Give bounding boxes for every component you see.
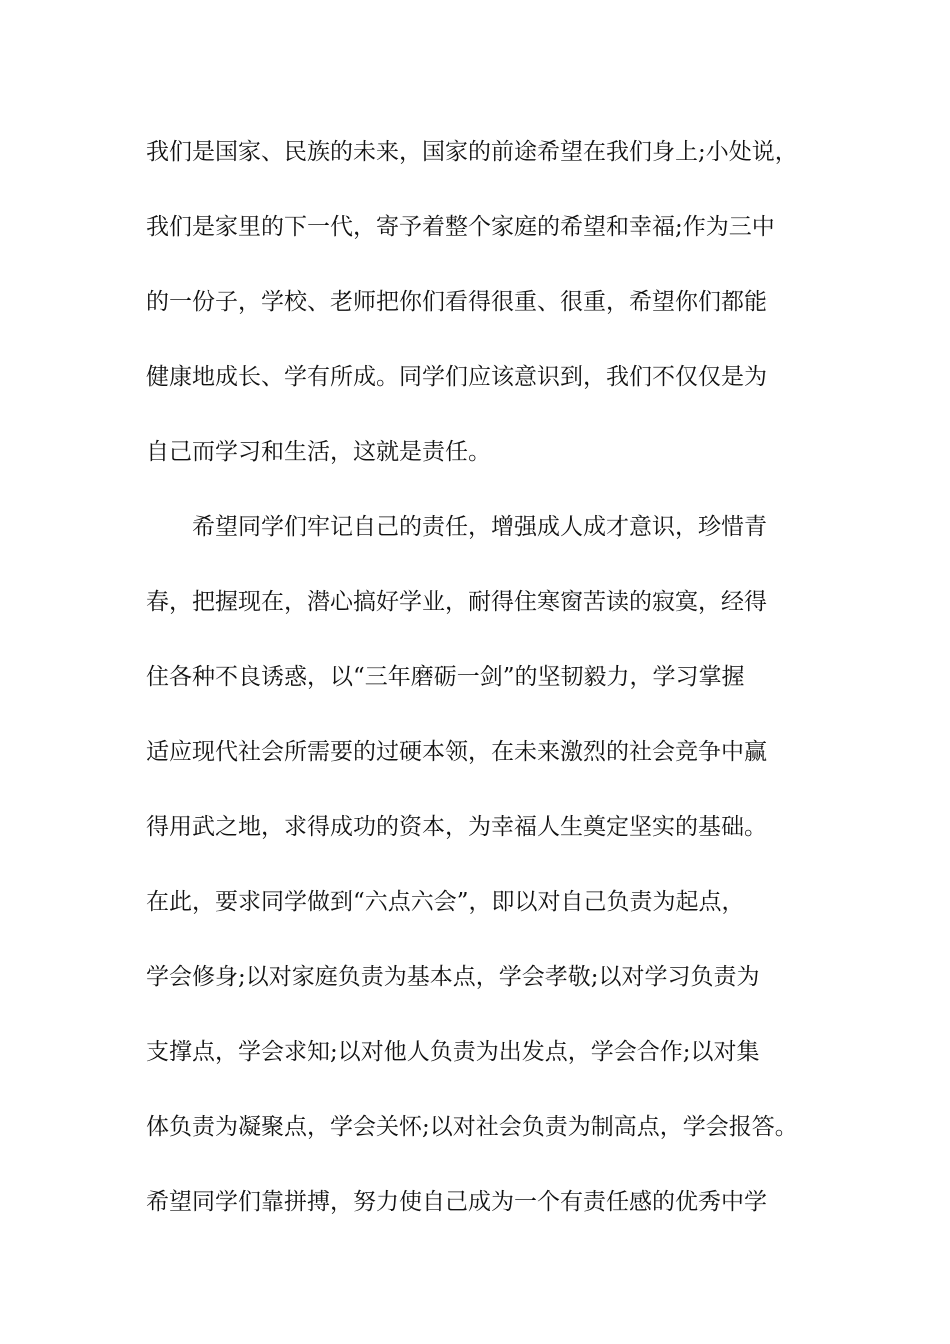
body-text [146, 127, 826, 1252]
text-line: 适应现代社会所需要的过硬本领，在未来激烈的社会竞争中赢 [146, 739, 767, 765]
text-line: 得用武之地，求得成功的资本，为幸福人生奠定坚实的基础。 [146, 814, 767, 840]
text-line: 体负责为凝聚点，学会关怀;以对社会负责为制高点，学会报答。 [146, 1114, 798, 1140]
text-line: 的一份子，学校、老师把你们看得很重、很重，希望你们都能 [146, 289, 767, 315]
text-line: 春，把握现在，潜心搞好学业，耐得住寒窗苦读的寂寞，经得 [146, 589, 767, 615]
text-line: 健康地成长、学有所成。同学们应该意识到，我们不仅仅是为 [146, 364, 767, 390]
text-line: 希望同学们靠拼搏，努力使自己成为一个有责任感的优秀中学 [146, 1189, 767, 1215]
text-line: 我们是家里的下一代，寄予着整个家庭的希望和幸福;作为三中 [146, 214, 775, 240]
text-line: 在此，要求同学做到“六点六会”，即以对自己负责为起点， [146, 889, 745, 915]
text-line: 支撑点，学会求知;以对他人负责为出发点，学会合作;以对集 [146, 1039, 760, 1065]
text-line: 自己而学习和生活，这就是责任。 [146, 439, 491, 465]
text-line: 学会修身;以对家庭负责为基本点，学会孝敬;以对学习负责为 [146, 964, 760, 990]
text-line: 住各种不良诱惑，以“三年磨砺一剑”的坚韧毅力，学习掌握 [146, 664, 745, 690]
paragraph-first-line: 希望同学们牢记自己的责任，增强成人成才意识，珍惜青 [192, 514, 767, 540]
text-line: 我们是国家、民族的未来，国家的前途希望在我们身上;小处说， [146, 139, 798, 165]
